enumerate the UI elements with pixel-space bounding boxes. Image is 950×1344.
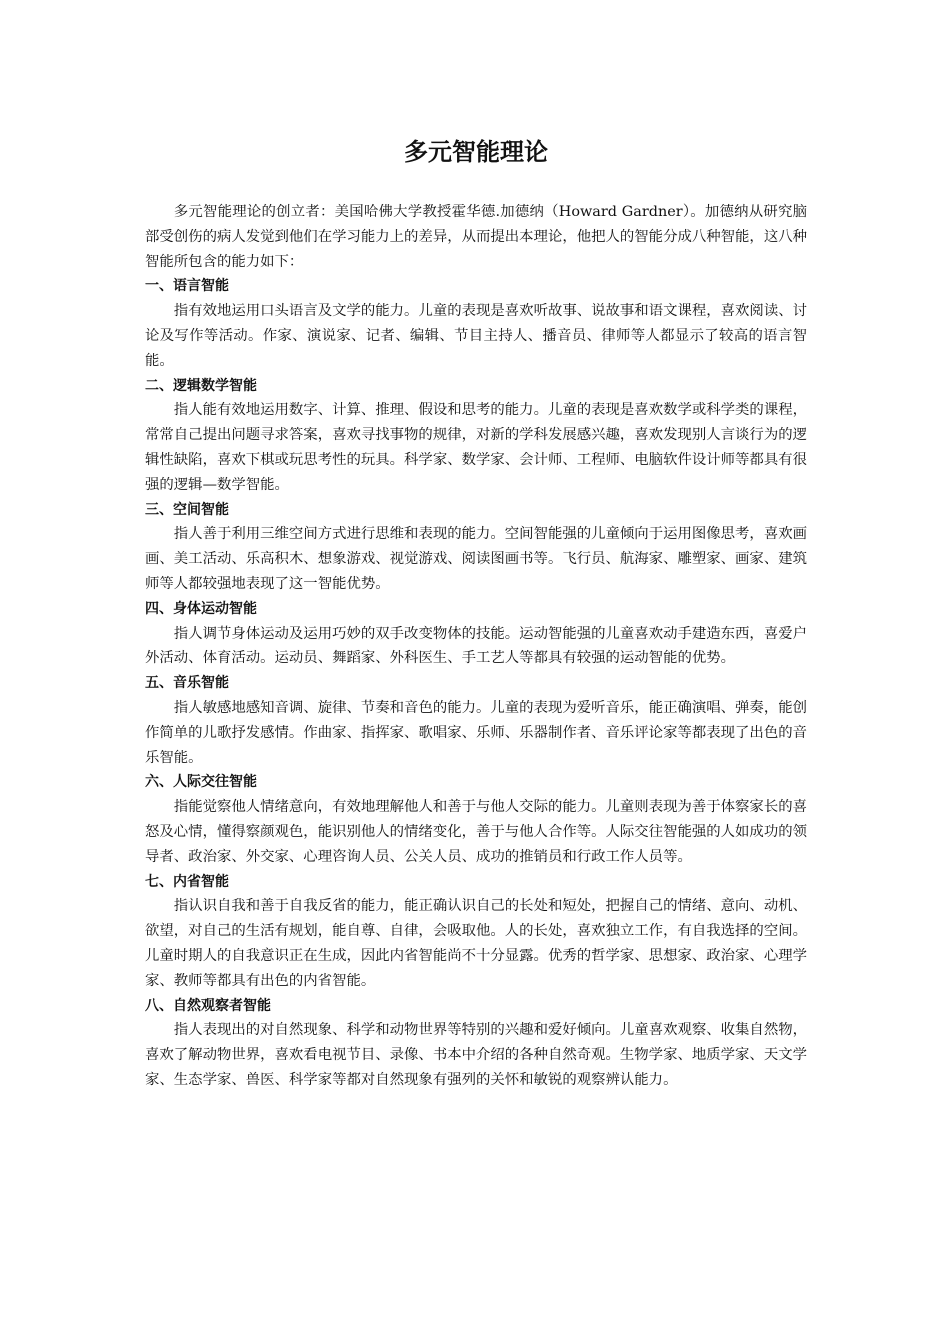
section-heading-logical-math: 二、逻辑数学智能 [145,377,257,394]
section-heading-linguistic: 一、语言智能 [145,278,229,295]
section-heading-interpersonal: 六、人际交往智能 [145,774,257,791]
intro-paragraph: 多元智能理论的创立者：美国哈佛大学教授霍华德.加德纳（Howard Gardner）。加德纳从研究脑部受创伤的病人发觉到他们在学习能力上的差异，从而提出本理论，他把人的智能分成八种智能，这八种智能所包含的能力如下： [145,204,807,270]
section-body-bodily-kinesthetic: 指人调节身体运动及运用巧妙的双手改变物体的技能。运动智能强的儿童喜欢动手建造东西，喜爱户外活动、体育活动。运动员、舞蹈家、外科医生、手工艺人等都具有较强的运动智能的优势。 [145,625,807,667]
section-body-intrapersonal: 指认识自我和善于自我反省的能力，能正确认识自己的长处和短处，把握自己的情绪、意向、动机、欲望，对自己的生活有规划，能自尊、自律，会吸取他。人的长处，喜欢独立工作，有自我选择的空间。儿童时期人的自我意识正在生成，因此内省智能尚不十分显露。优秀的哲学家、思想家、政治家、心理学家、教师等都具有出色的内省智能。 [145,898,807,989]
section-heading-intrapersonal: 七、内省智能 [145,873,229,890]
section-body-linguistic: 指有效地运用口头语言及文学的能力。儿童的表现是喜欢听故事、说故事和语文课程，喜欢阅读、讨论及写作等活动。作家、演说家、记者、编辑、节目主持人、播音员、律师等人都显示了较高的语言智能。 [145,303,807,369]
section-body-naturalist: 指人表现出的对自然现象、科学和动物世界等特别的兴趣和爱好倾向。儿童喜欢观察、收集自然物，喜欢了解动物世界，喜欢看电视节目、录像、书本中介绍的各种自然奇观。生物学家、地质学家、天文学家、生态学家、兽医、科学家等都对自然现象有强列的关怀和敏锐的观察辨认能力。 [145,1022,807,1088]
section-body-spatial: 指人善于利用三维空间方式进行思维和表现的能力。空间智能强的儿童倾向于运用图像思考，喜欢画画、美工活动、乐高积木、想象游戏、视觉游戏、阅读图画书等。飞行员、航海家、雕塑家、画家、建筑师等人都较强地表现了这一智能优势。 [145,526,807,592]
section-body-interpersonal: 指能觉察他人情绪意向，有效地理解他人和善于与他人交际的能力。儿童则表现为善于体察家长的喜怒及心情，懂得察颜观色，能识别他人的情绪变化，善于与他人合作等。人际交往智能强的人如成功的领导者、政治家、外交家、心理咨询人员、公关人员、成功的推销员和行政工作人员等。 [145,799,807,865]
section-body-logical-math: 指人能有效地运用数字、计算、推理、假设和思考的能力。儿童的表现是喜欢数学或科学类的课程，常常自己提出问题寻求答案，喜欢寻找事物的规律，对新的学科发展感兴趣，喜欢发现别人言谈行为的逻辑性缺陷，喜欢下棋或玩思考性的玩具。科学家、数学家、会计师、工程师、电脑软件设计师等都具有很强的逻辑—数学智能。 [145,402,807,493]
section-heading-spatial: 三、空间智能 [145,501,229,518]
section-body-musical: 指人敏感地感知音调、旋律、节奏和音色的能力。儿童的表现为爱听音乐，能正确演唱、弹奏，能创作简单的儿歌抒发感情。作曲家、指挥家、歌唱家、乐师、乐器制作者、音乐评论家等都表现了出色的音乐智能。 [145,699,807,766]
document-title: 多元智能理论 [404,138,548,166]
section-heading-naturalist: 八、自然观察者智能 [145,997,271,1014]
section-heading-musical: 五、音乐智能 [145,675,229,692]
document-body [145,200,807,1093]
section-heading-bodily-kinesthetic: 四、身体运动智能 [145,600,257,617]
